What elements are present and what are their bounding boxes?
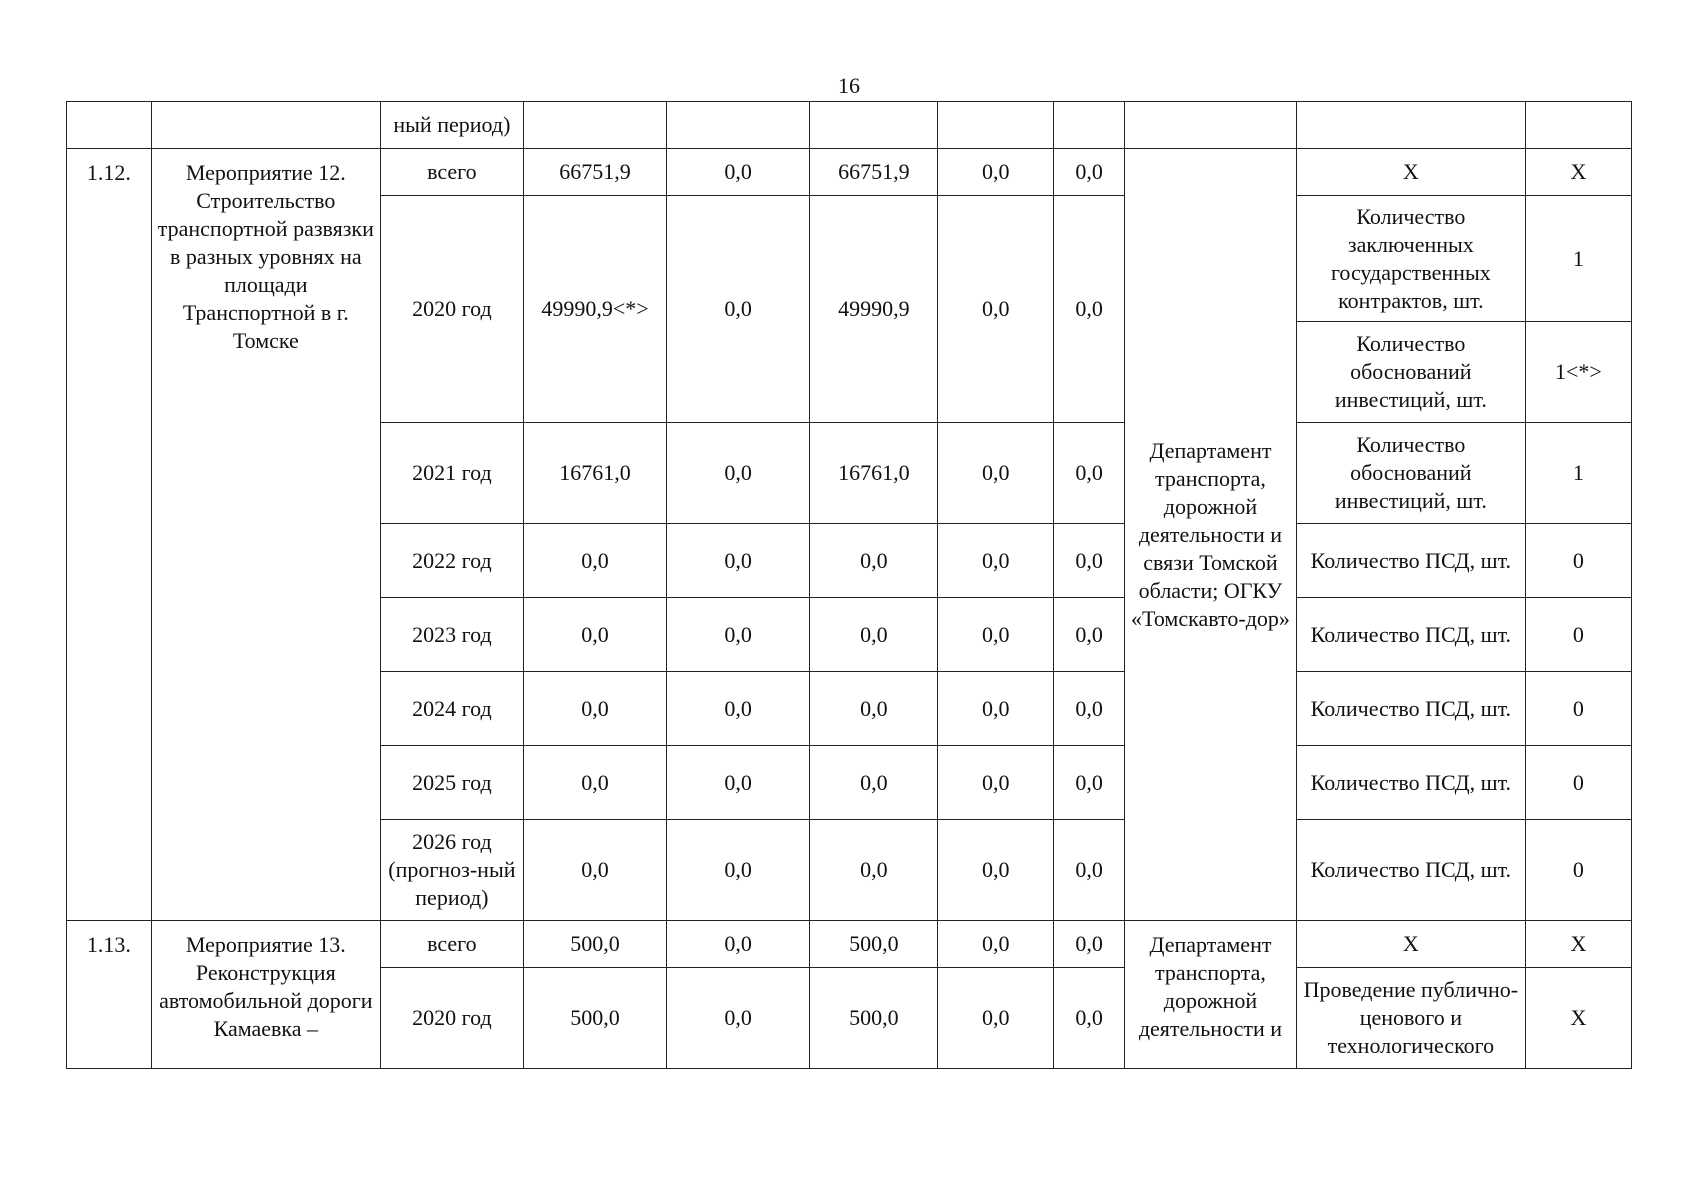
value-cell: 66751,9 [523, 149, 666, 196]
indicator-value: 0 [1525, 746, 1631, 820]
value-cell: 0,0 [1054, 921, 1125, 968]
value-cell: 0,0 [938, 921, 1054, 968]
period-cell: всего [380, 921, 523, 968]
title-cell [151, 102, 380, 149]
value-cell: 500,0 [523, 968, 666, 1069]
value-cell: 0,0 [1054, 423, 1125, 524]
value-cell: 49990,9 [810, 196, 938, 423]
indicator-value: 0 [1525, 672, 1631, 746]
value-cell: 0,0 [667, 423, 810, 524]
value-cell: 16761,0 [523, 423, 666, 524]
value-cell: 0,0 [938, 149, 1054, 196]
period-cell: 2024 год [380, 672, 523, 746]
indicator-name: Количество заключенных государственных контрактов, шт. [1296, 196, 1525, 322]
value-cell: 0,0 [523, 524, 666, 598]
value-cell: 0,0 [1054, 968, 1125, 1069]
value-cell: 16761,0 [810, 423, 938, 524]
value-cell: 0,0 [938, 196, 1054, 423]
value-cell: 0,0 [938, 524, 1054, 598]
value-cell: 0,0 [667, 921, 810, 968]
value-cell: 500,0 [810, 968, 938, 1069]
value-cell: 500,0 [810, 921, 938, 968]
period-cell: ный период) [380, 102, 523, 149]
value-cell: 0,0 [1054, 746, 1125, 820]
period-cell: 2022 год [380, 524, 523, 598]
value-cell: 0,0 [667, 196, 810, 423]
indicator-value: 0 [1525, 820, 1631, 921]
indicator-name: Количество ПСД, шт. [1296, 524, 1525, 598]
table-row [67, 102, 1632, 149]
value-cell: 0,0 [810, 598, 938, 672]
indicator-name: Количество ПСД, шт. [1296, 820, 1525, 921]
period-cell: всего [380, 149, 523, 196]
value-cell: 0,0 [1054, 598, 1125, 672]
value-cell: 0,0 [667, 820, 810, 921]
indicator-name: Количество ПСД, шт. [1296, 672, 1525, 746]
value-cell: 0,0 [1054, 196, 1125, 423]
value-cell: 0,0 [523, 598, 666, 672]
value-cell: 0,0 [667, 524, 810, 598]
value-cell: 0,0 [810, 746, 938, 820]
value-cell: 0,0 [810, 524, 938, 598]
indicator-name: Количество обоснований инвестиций, шт. [1296, 322, 1525, 423]
table-row [67, 921, 1632, 968]
indicator-name: Количество ПСД, шт. [1296, 598, 1525, 672]
number-cell [67, 102, 152, 149]
indicator-value: X [1525, 921, 1631, 968]
value-cell: 0,0 [523, 746, 666, 820]
value-cell: 0,0 [810, 820, 938, 921]
indicator-name: Проведение публично-ценового и технологического [1296, 968, 1525, 1069]
period-cell: 2020 год [380, 968, 523, 1069]
value-cell: 500,0 [523, 921, 666, 968]
value-cell: 0,0 [1054, 524, 1125, 598]
value-cell: 0,0 [1054, 149, 1125, 196]
value-cell: 0,0 [938, 598, 1054, 672]
table-row [67, 149, 1632, 196]
item-number: 1.13. [67, 921, 152, 1069]
indicator-value: 1 [1525, 196, 1631, 322]
value-cell: 0,0 [1054, 672, 1125, 746]
value-cell: 0,0 [810, 672, 938, 746]
responsible-cell: Департамент транспорта, дорожной деятельности и [1125, 921, 1297, 1069]
page-number: 16 [838, 73, 860, 98]
value-cell: 0,0 [938, 968, 1054, 1069]
period-cell: 2025 год [380, 746, 523, 820]
value-cell: 0,0 [667, 968, 810, 1069]
item-title: Мероприятие 12. Строительство транспортной развязки в разных уровнях на площади Транспортной в г. Томске [151, 149, 380, 921]
value-cell: 0,0 [938, 423, 1054, 524]
value-cell: 0,0 [938, 820, 1054, 921]
indicator-value: X [1525, 968, 1631, 1069]
value-cell: 0,0 [938, 746, 1054, 820]
value-cell: 0,0 [667, 672, 810, 746]
value-cell: 49990,9<*> [523, 196, 666, 423]
item-number: 1.12. [67, 149, 152, 921]
period-cell: 2021 год [380, 423, 523, 524]
value-cell: 0,0 [667, 746, 810, 820]
indicator-value: 0 [1525, 524, 1631, 598]
value-cell: 0,0 [667, 149, 810, 196]
value-cell: 66751,9 [810, 149, 938, 196]
program-table [66, 101, 1632, 1069]
item-title: Мероприятие 13. Реконструкция автомобильной дороги Камаевка – [151, 921, 380, 1069]
indicator-value: 1<*> [1525, 322, 1631, 423]
indicator-name: Количество обоснований инвестиций, шт. [1296, 423, 1525, 524]
indicator-value: X [1525, 149, 1631, 196]
indicator-name: Количество ПСД, шт. [1296, 746, 1525, 820]
indicator-name: X [1296, 149, 1525, 196]
indicator-name: X [1296, 921, 1525, 968]
indicator-value: 0 [1525, 598, 1631, 672]
period-cell: 2020 год [380, 196, 523, 423]
value-cell: 0,0 [523, 672, 666, 746]
period-cell: 2023 год [380, 598, 523, 672]
value-cell: 0,0 [523, 820, 666, 921]
value-cell: 0,0 [938, 672, 1054, 746]
value-cell: 0,0 [667, 598, 810, 672]
responsible-cell: Департамент транспорта, дорожной деятельности и связи Томской области; ОГКУ «Томскавто-дор» [1125, 149, 1297, 921]
value-cell: 0,0 [1054, 820, 1125, 921]
indicator-value: 1 [1525, 423, 1631, 524]
period-cell: 2026 год (прогноз-ный период) [380, 820, 523, 921]
